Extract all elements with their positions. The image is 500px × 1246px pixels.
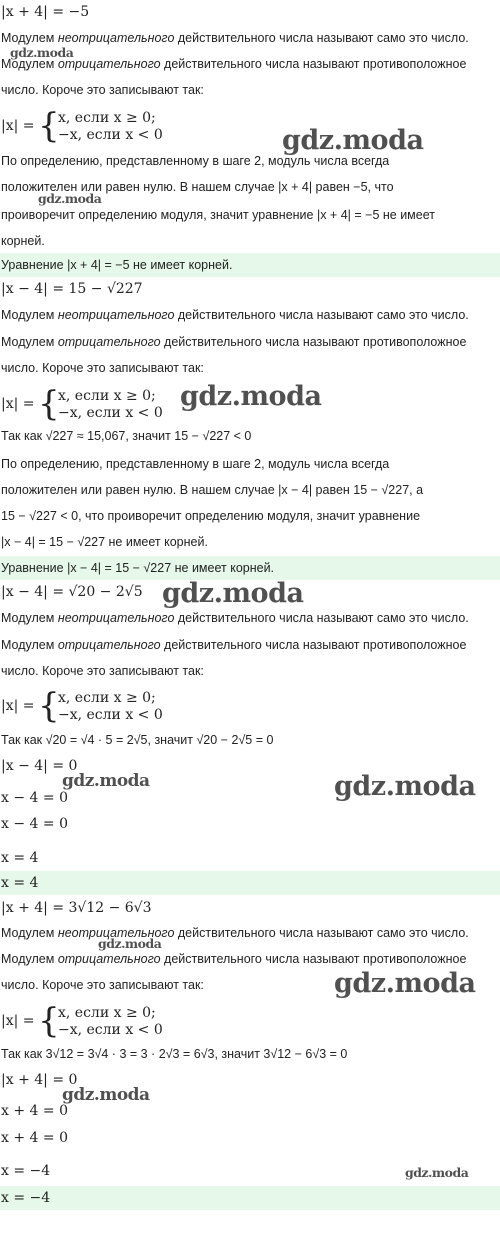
definition-line: число. Короче это записывают так: xyxy=(1,83,204,97)
definition-line: Модулем неотрицательного действительного числа называют само это число. xyxy=(1,31,469,45)
definition-line: число. Короче это записывают так: xyxy=(1,978,204,992)
equation-given: |x + 4| = 3√12 − 6√3 xyxy=(1,900,152,916)
note-line: Так как √227 ≈ 15,067, значит 15 − √227 < 0 xyxy=(1,429,252,443)
equation-step: x − 4 = 0 xyxy=(1,790,68,806)
equation-given: |x − 4| = √20 − 2√5 xyxy=(1,584,143,600)
explanation-line: |x − 4| = 15 − √227 не имеет корней. xyxy=(1,535,208,549)
explanation-line: проивoречит определению модуля, значит уравнение |x + 4| = −5 не имеет xyxy=(1,208,435,222)
definition-line: Модулем отрицательного действительного числа называют противоположное xyxy=(1,952,467,966)
explanation-line: положителен или равен нулю. В нашем случае |x − 4| равен 15 − √227, а xyxy=(1,483,424,497)
note-line: Так как √20 = √4 · 5 = 2√5, значит √20 − 2√5 = 0 xyxy=(1,733,274,747)
watermark: gdz.moda xyxy=(62,1085,150,1105)
equation-step: x − 4 = 0 xyxy=(1,816,68,832)
watermark: gdz.moda xyxy=(10,45,74,60)
equation-step: |x + 4| = 0 xyxy=(1,1072,78,1088)
modulus-cases-formula: |x| = { x, если x ≥ 0; −x, если x < 0 xyxy=(1,384,163,424)
equation-given: |x + 4| = −5 xyxy=(1,4,90,20)
watermark: gdz.moda xyxy=(282,125,424,156)
definition-line: число. Короче это записывают так: xyxy=(1,664,204,678)
definition-line: число. Короче это записывают так: xyxy=(1,361,204,375)
equation-step: x = −4 xyxy=(1,1163,51,1179)
definition-line: Модулем неотрицательного действительного числа называют само это число. xyxy=(1,926,469,940)
definition-line: Модулем неотрицательного действительного числа называют само это число. xyxy=(1,611,469,625)
answer-highlight: x = −4 xyxy=(0,1186,500,1210)
watermark: gdz.moda xyxy=(98,936,162,951)
answer-highlight: Уравнение |x − 4| = 15 − √227 не имеет корней. xyxy=(0,556,500,580)
explanation-line: По определению, представленному в шаге 2, модуль числа всегда xyxy=(1,457,390,471)
answer-highlight: x = 4 xyxy=(0,871,500,895)
explanation-line: корней. xyxy=(1,234,45,248)
modulus-cases-formula: |x| = { x, если x ≥ 0; −x, если x < 0 xyxy=(1,106,163,146)
equation-given: |x − 4| = 15 − √227 xyxy=(1,281,143,297)
equation-step: x + 4 = 0 xyxy=(1,1103,68,1119)
watermark: gdz.moda xyxy=(405,1165,469,1180)
explanation-line: положителен или равен нулю. В нашем случае |x + 4| равен −5, что xyxy=(1,180,394,194)
explanation-line: По определению, представленному в шаге 2, модуль числа всегда xyxy=(1,154,390,168)
explanation-line: 15 − √227 < 0, что проивoречит определению модуля, значит уравнение xyxy=(1,509,421,523)
watermark: gdz.moda xyxy=(334,968,476,999)
modulus-cases-formula: |x| = { x, если x ≥ 0; −x, если x < 0 xyxy=(1,1001,163,1041)
definition-line: Модулем отрицательного действительного числа называют противоположное xyxy=(1,57,467,71)
note-line: Так как 3√12 = 3√4 · 3 = 3 · 2√3 = 6√3, значит 3√12 − 6√3 = 0 xyxy=(1,1047,348,1061)
equation-step: |x − 4| = 0 xyxy=(1,758,78,774)
definition-line: Модулем неотрицательного действительного числа называют само это число. xyxy=(1,308,469,322)
definition-line: Модулем отрицательного действительного числа называют противоположное xyxy=(1,335,467,349)
watermark: gdz.moda xyxy=(38,191,102,206)
watermark: gdz.moda xyxy=(62,771,150,791)
watermark: gdz.moda xyxy=(334,771,476,802)
modulus-cases-formula: |x| = { x, если x ≥ 0; −x, если x < 0 xyxy=(1,686,163,726)
definition-line: Модулем отрицательного действительного числа называют противоположное xyxy=(1,638,467,652)
watermark: gdz.moda xyxy=(162,578,304,609)
equation-step: x = 4 xyxy=(1,850,39,866)
equation-step: x + 4 = 0 xyxy=(1,1130,68,1146)
watermark: gdz.moda xyxy=(180,381,322,412)
answer-highlight: Уравнение |x + 4| = −5 не имеет корней. xyxy=(0,253,500,277)
